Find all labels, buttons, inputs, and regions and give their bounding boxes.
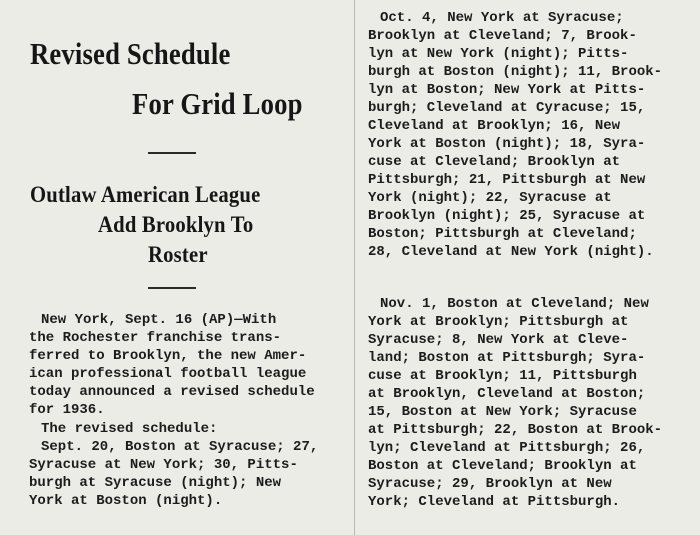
oct-line: York at Boston (night); 18, Syra- xyxy=(368,136,646,152)
body-line: for 1936. xyxy=(29,402,105,418)
body-line: York at Boston (night). xyxy=(29,493,223,509)
nov-line: land; Boston at Pittsburgh; Syra- xyxy=(368,350,646,366)
oct-line: 28, Cleveland at New York (night). xyxy=(368,244,654,260)
body-line: burgh at Syracuse (night); New xyxy=(29,475,282,491)
body-line: ican professional football league xyxy=(29,366,307,382)
oct-line: Boston; Pittsburgh at Cleveland; xyxy=(368,226,637,242)
body-line: ferred to Brooklyn, the new Amer- xyxy=(29,348,307,364)
subhead-line-3: Roster xyxy=(148,242,208,267)
body-line: today announced a revised schedule xyxy=(29,384,315,400)
nov-line: at Brooklyn, Cleveland at Boston; xyxy=(368,386,646,402)
nov-line: Boston at Cleveland; Brooklyn at xyxy=(368,458,637,474)
oct-line: Pittsburgh; 21, Pittsburgh at New xyxy=(368,172,646,188)
nov-line: York at Brooklyn; Pittsburgh at xyxy=(368,314,629,330)
oct-line: Oct. 4, New York at Syracuse; xyxy=(380,10,624,26)
nov-line: cuse at Brooklyn; 11, Pittsburgh xyxy=(368,368,637,384)
body-line: Sept. 20, Boston at Syracuse; 27, xyxy=(41,439,319,455)
nov-line: lyn; Cleveland at Pittsburgh; 26, xyxy=(368,440,646,456)
nov-line: 15, Boston at New York; Syracuse xyxy=(368,404,637,420)
oct-line: Cleveland at Brooklyn; 16, New xyxy=(368,118,621,134)
oct-line: burgh; Cleveland at Cyracuse; 15, xyxy=(368,100,646,116)
oct-line: burgh at Boston (night); 11, Brook- xyxy=(368,64,663,80)
oct-line: lyn at Boston; New York at Pitts- xyxy=(368,82,646,98)
nov-line: Nov. 1, Boston at Cleveland; New xyxy=(380,296,649,312)
oct-line: cuse at Cleveland; Brooklyn at xyxy=(368,154,621,170)
oct-line: York (night); 22, Syracuse at xyxy=(368,190,612,206)
subhead-divider xyxy=(148,287,196,289)
nov-line: at Pittsburgh; 22, Boston at Brook- xyxy=(368,422,663,438)
headline-line-2: For Grid Loop xyxy=(132,86,303,121)
headline-divider xyxy=(148,152,196,154)
oct-line: Brooklyn at Cleveland; 7, Brook- xyxy=(368,28,637,44)
body-line: the Rochester franchise trans- xyxy=(29,330,282,346)
column-rule xyxy=(354,0,355,535)
nov-line: Syracuse; 8, New York at Cleve- xyxy=(368,332,629,348)
nov-line: York; Cleveland at Pittsburgh. xyxy=(368,494,621,510)
right-column xyxy=(360,0,690,535)
headline-line-1: Revised Schedule xyxy=(30,36,231,71)
nov-line: Syracuse; 29, Brooklyn at New xyxy=(368,476,612,492)
body-line: New York, Sept. 16 (AP)—With xyxy=(41,312,277,328)
subhead-line-2: Add Brooklyn To xyxy=(98,212,254,237)
oct-line: lyn at New York (night); Pitts- xyxy=(368,46,629,62)
body-line: The revised schedule: xyxy=(41,421,218,437)
subhead-line-1: Outlaw American League xyxy=(30,182,261,207)
body-line: Syracuse at New York; 30, Pitts- xyxy=(29,457,298,473)
oct-line: Brooklyn (night); 25, Syracuse at xyxy=(368,208,646,224)
